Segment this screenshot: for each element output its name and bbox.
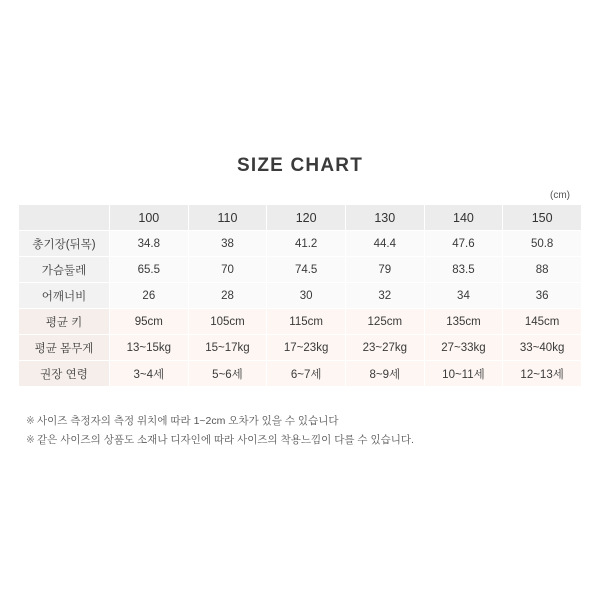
cell-chest-100: 65.5 <box>110 257 189 283</box>
column-header-150: 150 <box>503 205 582 231</box>
cell-shoulder-100: 26 <box>110 283 189 309</box>
cell-avg-weight-130: 23~27kg <box>345 335 424 361</box>
cell-total-length-130: 44.4 <box>345 231 424 257</box>
table-head <box>19 205 582 231</box>
cell-chest-150: 88 <box>503 257 582 283</box>
note-mark-icon: ※ <box>26 415 35 427</box>
column-header-120: 120 <box>267 205 346 231</box>
row-label-avg-weight: 평균 몸무게 <box>19 335 110 361</box>
note-mark-icon: ※ <box>26 434 35 446</box>
row-label-total-length: 총기장(뒤목) <box>19 231 110 257</box>
column-header-100: 100 <box>110 205 189 231</box>
row-label-shoulder: 어깨너비 <box>19 283 110 309</box>
column-header-130: 130 <box>345 205 424 231</box>
cell-avg-weight-110: 15~17kg <box>188 335 267 361</box>
table-corner-cell <box>19 205 110 231</box>
cell-total-length-140: 47.6 <box>424 231 503 257</box>
cell-avg-weight-100: 13~15kg <box>110 335 189 361</box>
cell-total-length-110: 38 <box>188 231 267 257</box>
table-body <box>19 231 582 387</box>
notes-section <box>26 412 566 450</box>
cell-avg-weight-120: 17~23kg <box>267 335 346 361</box>
table-row <box>19 309 582 335</box>
row-label-recommended-age: 권장 연령 <box>19 361 110 387</box>
cell-recommended-age-130: 8~9세 <box>345 361 424 387</box>
cell-avg-weight-150: 33~40kg <box>503 335 582 361</box>
cell-chest-110: 70 <box>188 257 267 283</box>
cell-chest-140: 83.5 <box>424 257 503 283</box>
cell-avg-height-110: 105cm <box>188 309 267 335</box>
note-line <box>26 431 566 450</box>
cell-avg-weight-140: 27~33kg <box>424 335 503 361</box>
cell-avg-height-100: 95cm <box>110 309 189 335</box>
cell-total-length-150: 50.8 <box>503 231 582 257</box>
row-label-chest: 가슴둘레 <box>19 257 110 283</box>
cell-recommended-age-120: 6~7세 <box>267 361 346 387</box>
size-chart-table <box>18 204 582 387</box>
cell-recommended-age-100: 3~4세 <box>110 361 189 387</box>
unit-label: (cm) <box>550 190 570 201</box>
cell-total-length-100: 34.8 <box>110 231 189 257</box>
column-header-140: 140 <box>424 205 503 231</box>
note-text: 같은 사이즈의 상품도 소재나 디자인에 따라 사이즈의 착용느낌이 다를 수 있습니다. <box>37 434 414 446</box>
cell-shoulder-150: 36 <box>503 283 582 309</box>
cell-total-length-120: 41.2 <box>267 231 346 257</box>
cell-avg-height-120: 115cm <box>267 309 346 335</box>
row-label-avg-height: 평균 키 <box>19 309 110 335</box>
table-row <box>19 361 582 387</box>
table-row <box>19 283 582 309</box>
cell-shoulder-130: 32 <box>345 283 424 309</box>
cell-shoulder-110: 28 <box>188 283 267 309</box>
cell-avg-height-150: 145cm <box>503 309 582 335</box>
table-header-row <box>19 205 582 231</box>
table-row <box>19 257 582 283</box>
cell-recommended-age-150: 12~13세 <box>503 361 582 387</box>
note-text: 사이즈 측정자의 측정 위치에 따라 1~2cm 오차가 있을 수 있습니다 <box>37 415 339 427</box>
cell-avg-height-140: 135cm <box>424 309 503 335</box>
size-chart-container <box>18 204 582 387</box>
cell-shoulder-140: 34 <box>424 283 503 309</box>
page-title: SIZE CHART <box>237 155 363 176</box>
cell-chest-130: 79 <box>345 257 424 283</box>
cell-avg-height-130: 125cm <box>345 309 424 335</box>
column-header-110: 110 <box>188 205 267 231</box>
table-row <box>19 231 582 257</box>
table-row <box>19 335 582 361</box>
cell-chest-120: 74.5 <box>267 257 346 283</box>
note-line <box>26 412 566 431</box>
cell-recommended-age-110: 5~6세 <box>188 361 267 387</box>
cell-shoulder-120: 30 <box>267 283 346 309</box>
cell-recommended-age-140: 10~11세 <box>424 361 503 387</box>
